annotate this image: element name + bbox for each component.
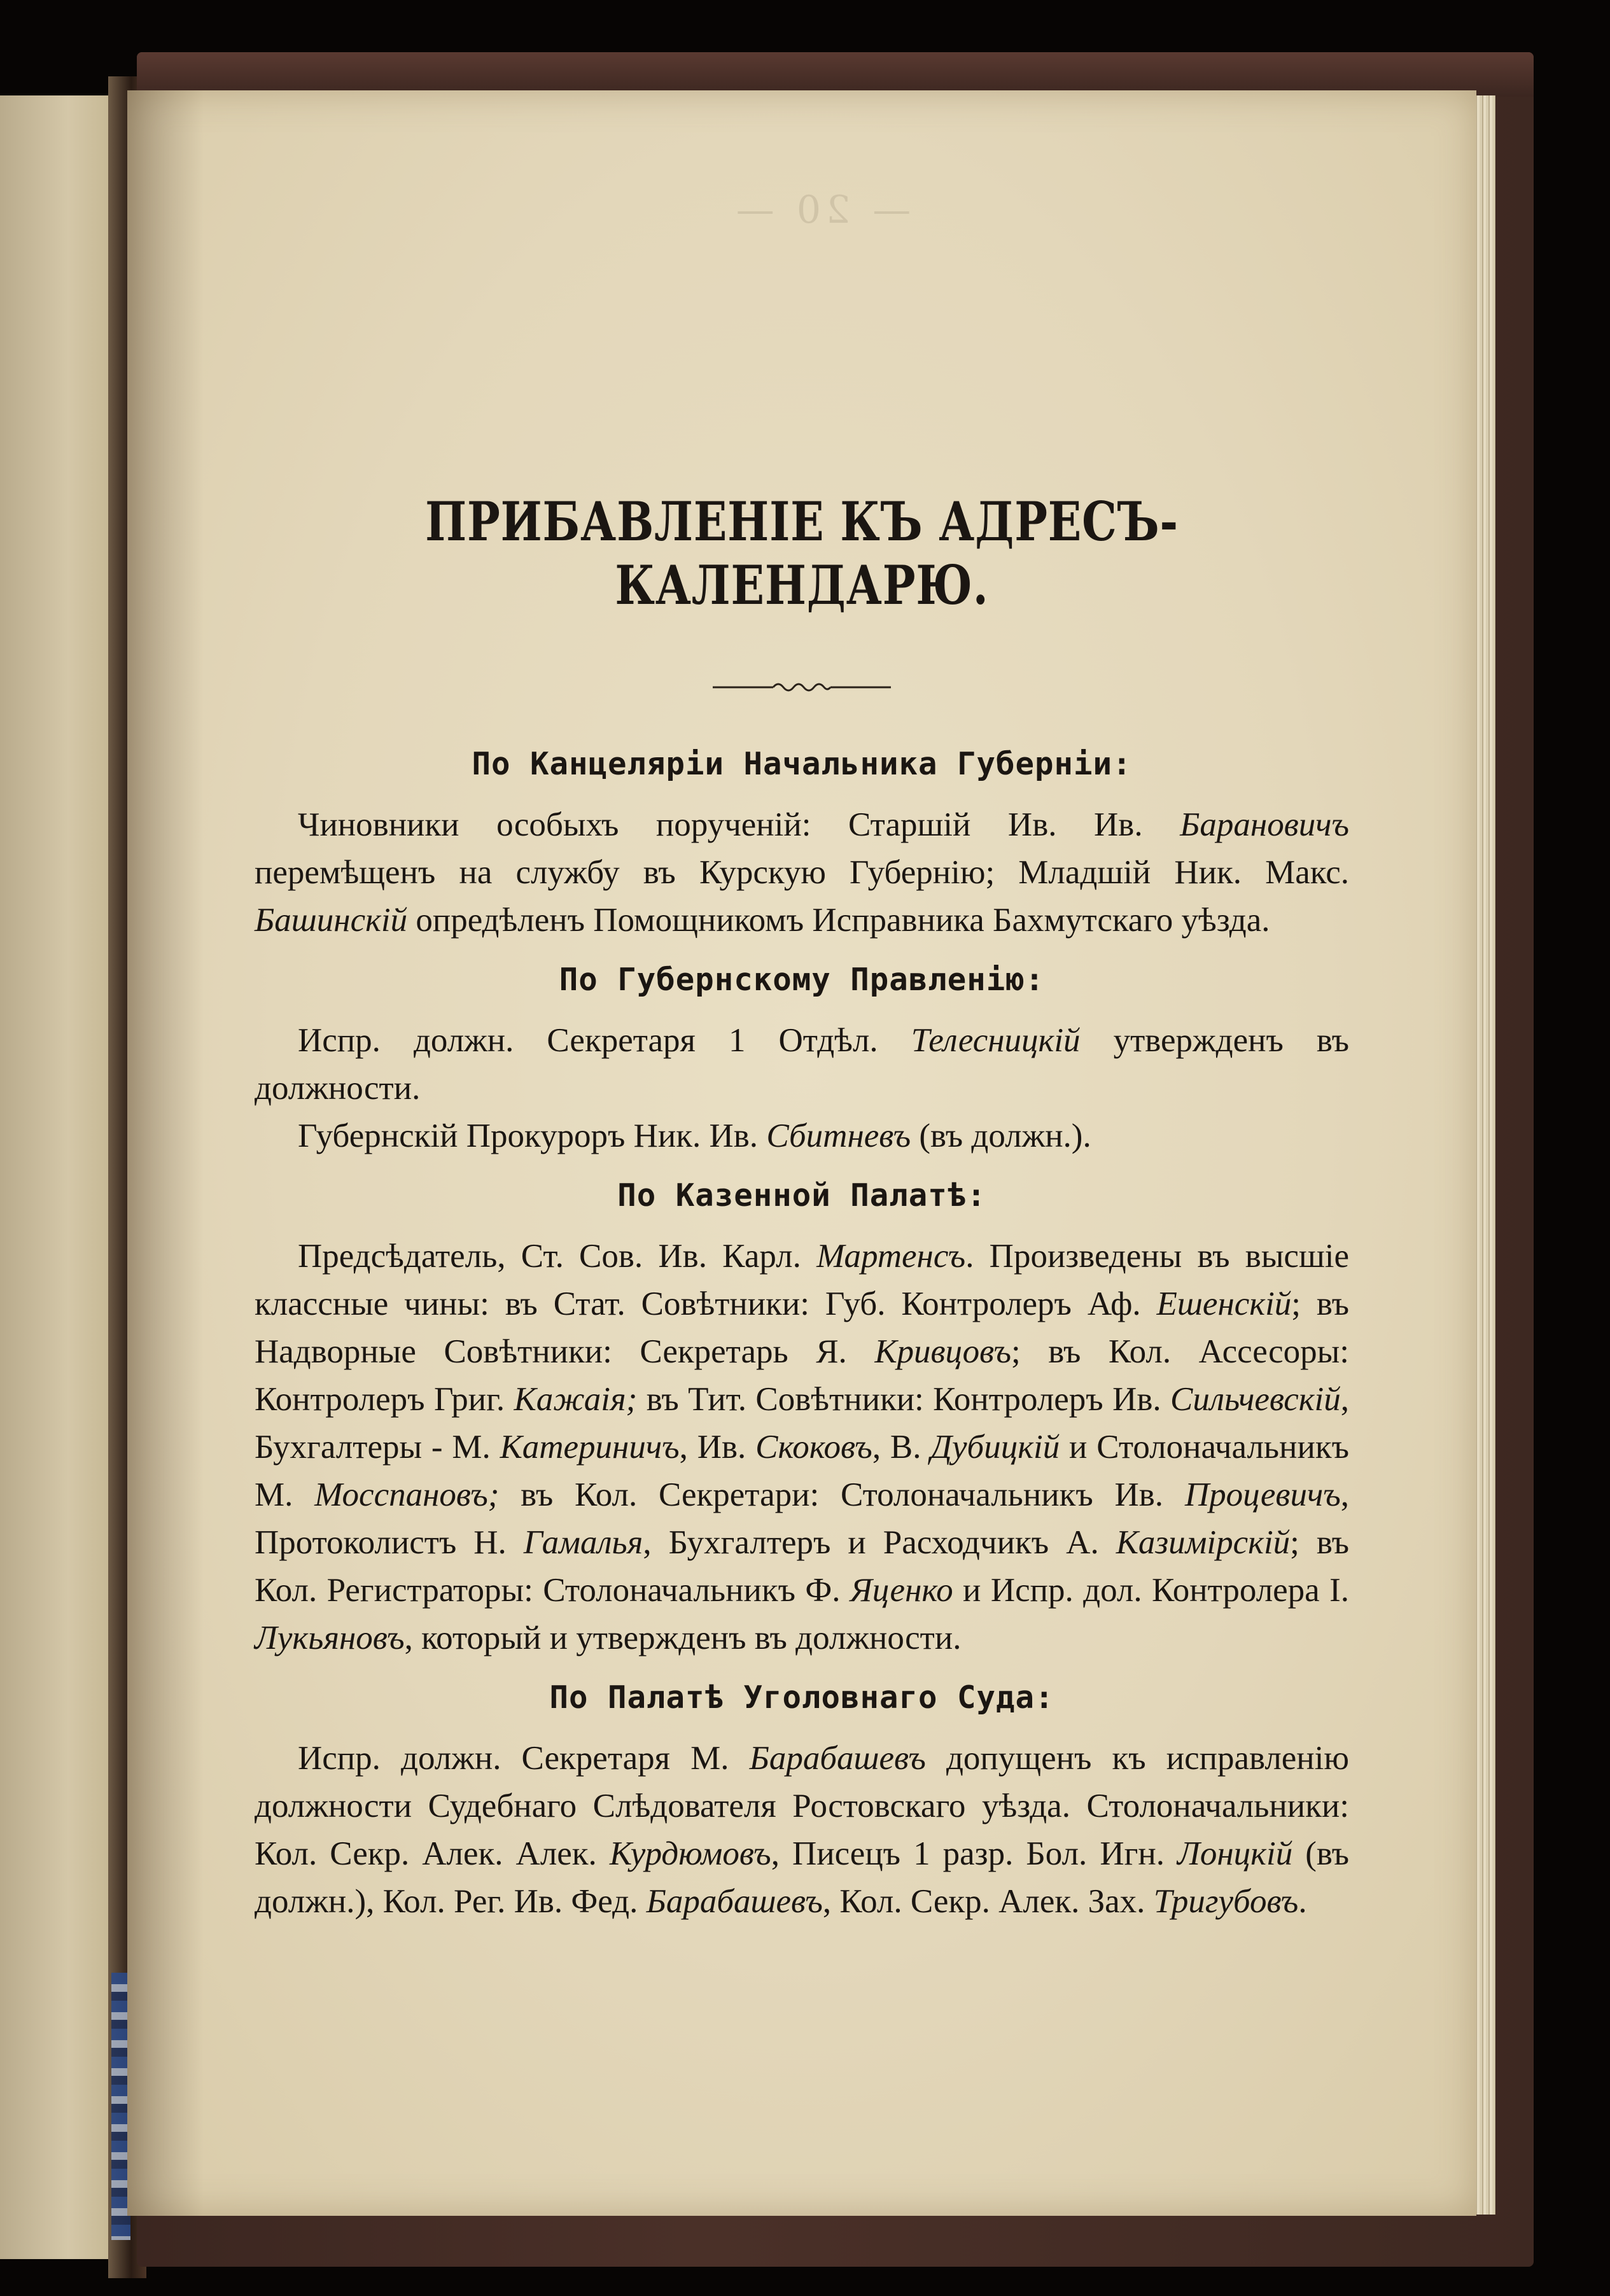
- italic-name: Катериничъ: [500, 1429, 680, 1466]
- italic-name: Башинскій: [255, 902, 408, 939]
- italic-name: Сбитневъ: [766, 1117, 911, 1154]
- paragraph: [255, 801, 1349, 944]
- text-run: Чиновники особыхъ порученій: Старшій Ив. Ив.: [298, 806, 1180, 843]
- italic-name: Ешенскій: [1156, 1285, 1292, 1322]
- section-heading: По Казенной Палатѣ:: [617, 1177, 986, 1214]
- italic-name: Барабашевъ: [646, 1883, 823, 1920]
- italic-name: Мосспановъ;: [314, 1476, 500, 1513]
- text-run: допущенъ къ исправленію должности Судебнаго Слѣдователя Ростовскаго уѣзда. Столоначальники: Кол. Секр. Алек. Алек.: [255, 1740, 1349, 1872]
- italic-name: Барановичъ: [1180, 806, 1349, 843]
- italic-name: Кажаія;: [514, 1381, 638, 1418]
- text-run: , Бухгалтеры - М.: [255, 1381, 1349, 1466]
- italic-name: Тригубовъ: [1153, 1883, 1299, 1920]
- text-run: ; въ Кол. Регистраторы: Столоначальникъ Ф.: [255, 1524, 1349, 1609]
- text-run: , который и утвержденъ въ должности.: [404, 1620, 962, 1656]
- text-run: въ Тит. Совѣтники: Контролеръ Ив.: [637, 1381, 1171, 1418]
- paragraph: [255, 1017, 1349, 1112]
- italic-name: Процевичъ: [1184, 1476, 1341, 1513]
- text-run: въ Кол. Секретари: Столоначальникъ Ив.: [499, 1476, 1185, 1513]
- italic-name: Казимірскій: [1116, 1524, 1291, 1561]
- section-heading: По Канцеляріи Начальника Губерніи:: [472, 746, 1132, 782]
- ornament-icon: [713, 678, 891, 697]
- text-run: опредѣленъ Помощникомъ Исправника Бахмутскаго уѣзда.: [407, 902, 1270, 939]
- italic-name: Курдюмовъ: [609, 1835, 771, 1872]
- text-run: , Писецъ 1 разр. Бол. Игн.: [771, 1835, 1177, 1872]
- text-run: Испр. должн. Секретаря 1 Отдѣл.: [298, 1022, 911, 1059]
- text-run: ; въ Кол. Ассесоры: Контролеръ Григ.: [255, 1333, 1349, 1418]
- text-run: (въ должн.), Кол. Рег. Ив. Фед.: [255, 1835, 1350, 1920]
- text-run: , Ив.: [679, 1429, 756, 1466]
- text-run: утвержденъ въ должности.: [255, 1022, 1350, 1107]
- text-run: , Кол. Секр. Алек. Зах.: [822, 1883, 1154, 1920]
- paragraph: [255, 1735, 1349, 1926]
- text-run: и Столоначальникъ М.: [255, 1429, 1349, 1513]
- italic-name: Телесницкій: [911, 1022, 1081, 1059]
- text-run: Губернскій Прокуроръ Ник. Ив.: [298, 1117, 767, 1154]
- previous-page-edge: [0, 95, 124, 2259]
- italic-name: Лукьяновъ: [255, 1620, 405, 1656]
- italic-name: Скоковъ: [755, 1429, 872, 1466]
- italic-name: Яценко: [850, 1572, 953, 1609]
- text-run: .: [1298, 1883, 1307, 1920]
- page-title: ПРИБАВЛЕНІЕ КЪ АДРЕСЪ-КАЛЕНДАРЮ.: [425, 490, 1179, 617]
- sections: [255, 741, 1349, 1926]
- page-content: [255, 490, 1349, 1926]
- section-heading: По Губернскому Правленію:: [559, 962, 1045, 998]
- text-run: Испр. должн. Секретаря М.: [298, 1740, 750, 1777]
- ornament-divider: [255, 678, 1349, 697]
- italic-name: Сильчевскій: [1170, 1381, 1341, 1418]
- text-run: , Протоколистъ Н.: [255, 1476, 1349, 1561]
- italic-name: Лонцкій: [1177, 1835, 1293, 1872]
- text-run: (въ должн.).: [911, 1117, 1091, 1154]
- text-run: Предсѣдатель, Ст. Сов. Ив. Карл.: [298, 1238, 817, 1275]
- paragraph: [255, 1233, 1349, 1662]
- text-run: , Бухгалтеръ и Расходчикъ А.: [643, 1524, 1116, 1561]
- italic-name: Гамалья: [523, 1524, 643, 1561]
- text-run: , В.: [872, 1429, 931, 1466]
- section-heading: По Палатѣ Уголовнаго Суда:: [549, 1679, 1054, 1716]
- text-run: и Испр. дол. Контролера І.: [953, 1572, 1349, 1609]
- text-run: . Произведены въ высшіе классные чины: въ Стат. Совѣтники: Губ. Контролеръ Аф.: [255, 1238, 1350, 1322]
- text-run: ; въ Надворные Совѣтники: Секретарь Я.: [255, 1285, 1350, 1370]
- page-number: — 20 —: [731, 188, 911, 232]
- bleed-through: [248, 185, 1394, 255]
- italic-name: Дубицкій: [930, 1429, 1060, 1466]
- italic-name: Мартенсъ: [816, 1238, 966, 1275]
- spine-shadow: [127, 90, 204, 2216]
- italic-name: Барабашевъ: [749, 1740, 926, 1777]
- paragraph: [255, 1112, 1349, 1160]
- text-run: перемѣщенъ на службу въ Курскую Губернію; Младшій Ник. Макс.: [255, 854, 1349, 891]
- italic-name: Кривцовъ: [874, 1333, 1011, 1370]
